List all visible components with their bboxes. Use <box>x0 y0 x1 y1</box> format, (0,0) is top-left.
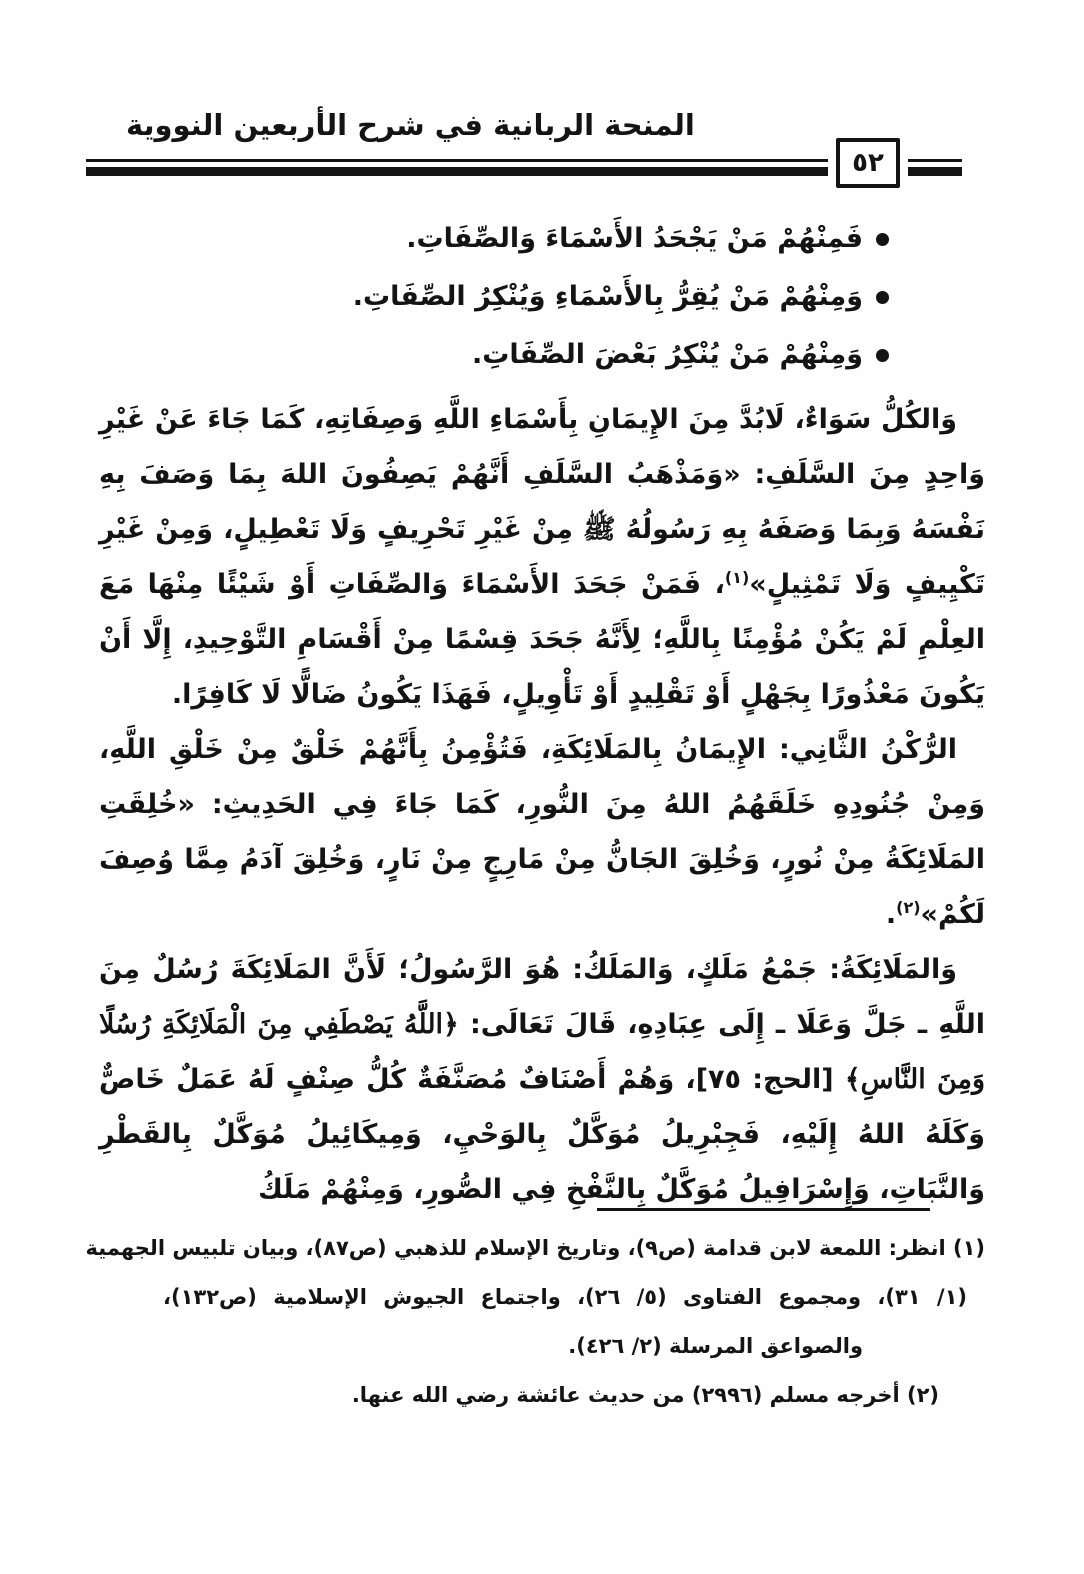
bullet-icon <box>876 291 889 304</box>
bullet-item <box>99 210 889 268</box>
header-rule-thick <box>86 167 962 176</box>
page-number-box <box>836 138 900 188</box>
footnotes <box>85 1224 985 1420</box>
bullet-icon <box>876 233 889 246</box>
footnote-marker-1: (١) <box>724 568 750 587</box>
paragraph-text: وَالكُلُّ سَوَاءٌ، لَابُدَّ مِنَ الإِيمَانِ بِأَسْمَاءِ اللَّهِ وَصِفَاتِهِ، كَمَا جَاءَ عَنْ غَيْرِ وَاحِدٍ مِنَ السَّلَفِ: «وَمَذْهَبُ السَّلَفِ أَنَّهُمْ يَصِفُونَ اللهَ بِمَا وَصَفَ بِهِ نَفْسَهُ وَبِمَا وَصَفَهُ بِهِ رَسُولُهُ ﷺ مِنْ غَيْرِ تَحْرِيفٍ وَلَا تَعْطِيلٍ، وَمِنْ غَيْرِ تَكْيِيفٍ وَلَا تَمْثِيلٍ» <box>99 404 985 600</box>
bullet-text: وَمِنْهُمْ مَنْ يُنْكِرُ بَعْضَ الصِّفَاتِ. <box>472 339 863 370</box>
book-title: المنحة الربانية في شرح الأربعين النووية <box>126 108 695 142</box>
header-rule-thin <box>86 159 962 162</box>
bullet-list <box>99 210 985 384</box>
bullet-item <box>99 268 889 326</box>
paragraph-angels-definition <box>99 942 985 1217</box>
bullet-item <box>99 326 889 384</box>
footnote-1-line: والصواعق المرسلة (٢/ ٤٢٦). <box>568 1334 863 1358</box>
paragraph-text: ، فَمَنْ جَحَدَ الأَسْمَاءَ وَالصِّفَاتِ أَوْ شَيْئًا مِنْهَا مَعَ العِلْمِ لَمْ يَكُنْ مُؤْمِنًا بِاللَّهِ؛ لِأَنَّهُ جَحَدَ قِسْمًا مِنْ أَقْسَامِ التَّوْحِيدِ، إِلَّا أَنْ يَكُونَ مَعْذُورًا بِجَهْلٍ أَوْ تَقْلِيدٍ أَوْ تَأْوِيلٍ، فَهَذَا يَكُونُ ضَالًّا لَا كَافِرًا. <box>99 569 985 710</box>
footnote-1-line: (١/ ٣١)، ومجموع الفتاوى (٥/ ٢٦)، واجتماع الجيوش الإسلامية (ص١٣٢)، <box>163 1285 967 1309</box>
footnote-separator <box>597 1208 930 1211</box>
footnote-marker-2: (٢) <box>896 898 921 917</box>
paragraph-iman-names-attributes <box>99 392 985 722</box>
bullet-icon <box>876 349 889 362</box>
paragraph-text: الرُّكْنُ الثَّانِي: الإِيمَانُ بِالمَلَائِكَةِ، فَتُؤْمِنُ بِأَنَّهُمْ خَلْقٌ مِنْ خَلْقِ اللَّهِ، وَمِنْ جُنُودِهِ خَلَقَهُمُ اللهُ مِنَ النُّورِ، كَمَا جَاءَ فِي الحَدِيثِ: «خُلِقَتِ المَلَائِكَةُ مِنْ نُورٍ، وَخُلِقَ الجَانُّ مِنْ مَارِجٍ مِنْ نَارٍ، وَخُلِقَ آدَمُ مِمَّا وُصِفَ لَكُمْ» <box>99 734 985 930</box>
paragraph-second-pillar-angels <box>99 722 985 942</box>
paragraph-text: [الحج: ٧٥]، وَهُمْ أَصْنَافٌ مُصَنَّفَةٌ كُلُّ صِنْفٍ لَهُ عَمَلٌ خَاصٌّ وَكَلَهُ اللهُ إِلَيْهِ، فَجِبْرِيلُ مُوَكَّلٌ بِالوَحْيِ، وَمِيكَائِيلُ مُوَكَّلٌ بِالقَطْرِ وَالنَّبَاتِ، وَإِسْرَافِيلُ مُوَكَّلٌ بِالنَّفْخِ فِي الصُّورِ، وَمِنْهُمْ مَلَكُ <box>99 1064 985 1205</box>
page-number: ٥٢ <box>852 148 884 178</box>
footnote-1-line: (١) انظر: اللمعة لابن قدامة (ص٩)، وتاريخ الإسلام للذهبي (ص٨٧)، وبيان تلبيس الجهمية <box>85 1236 985 1260</box>
bullet-text: وَمِنْهُمْ مَنْ يُقِرُّ بِالأَسْمَاءِ وَيُنْكِرُ الصِّفَاتِ. <box>352 281 863 312</box>
header-rules <box>86 159 962 176</box>
paragraph-text: وَالمَلَائِكَةُ: جَمْعُ مَلَكٍ، وَالمَلَكُ: هُوَ الرَّسُولُ؛ لَأَنَّ المَلَائِكَةَ رُسُلٌ مِنَ اللَّهِ ـ جَلَّ وَعَلَا ـ إِلَى عِبَادِهِ، قَالَ تَعَالَى: <box>99 954 985 1040</box>
quran-verse: ﴿اللَّهُ يَصْطَفِي مِنَ الْمَلَائِكَةِ رُسُلًا وَمِنَ النَّاسِ﴾ <box>99 1009 985 1095</box>
body-text <box>99 210 985 1217</box>
paragraph-text: . <box>885 899 897 930</box>
footnote-2: (٢) أخرجه مسلم (٢٩٩٦) من حديث عائشة رضي الله عنها. <box>351 1383 939 1407</box>
bullet-text: فَمِنْهُمْ مَنْ يَجْحَدُ الأَسْمَاءَ وَالصِّفَاتِ. <box>406 223 863 254</box>
